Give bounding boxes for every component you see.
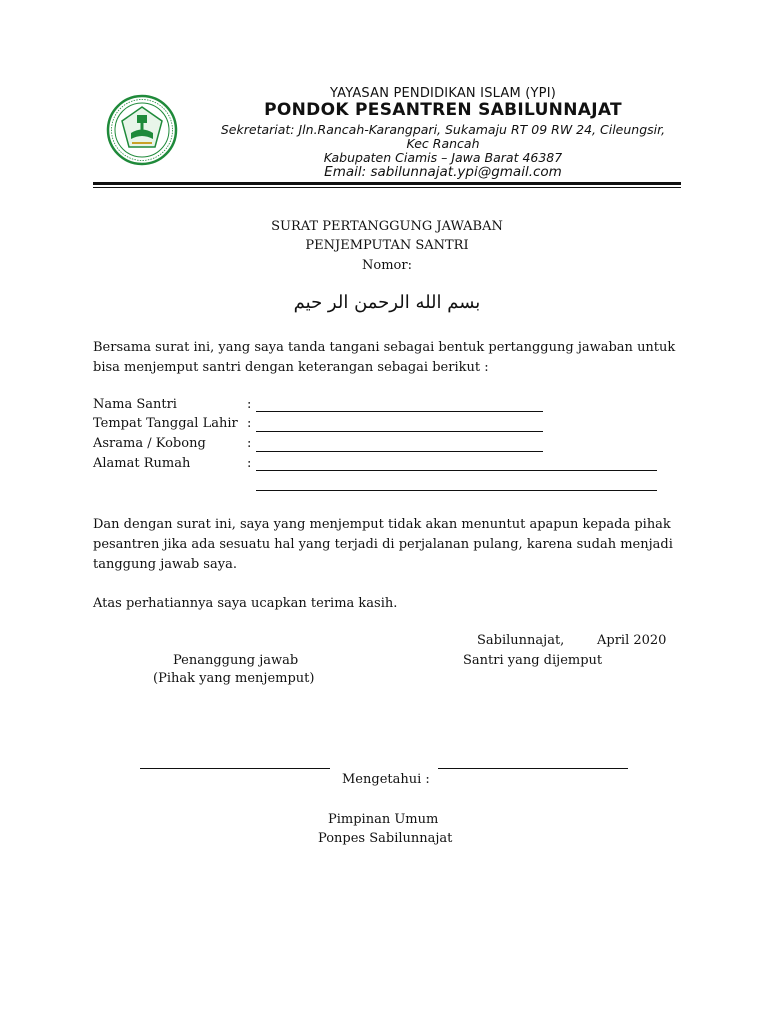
- field-colon: :: [247, 416, 252, 431]
- alamat-rumah-input-line-2[interactable]: [256, 490, 657, 491]
- basmalah: بسم الله الرحمن الر حيم: [293, 292, 481, 313]
- alamat-rumah-input-line[interactable]: [256, 470, 657, 471]
- nama-santri-input-line[interactable]: [256, 411, 543, 412]
- leader-title: Pimpinan Umum: [328, 812, 439, 827]
- signature-place: Sabilunnajat,: [477, 633, 565, 648]
- statement-line: Dan dengan surat ini, saya yang menjemput tidak akan menuntut apapun kepada pihak: [93, 517, 671, 532]
- school-logo-seal: [102, 93, 182, 167]
- right-signer-title: Santri yang dijemput: [463, 653, 603, 668]
- acknowledged-label: Mengetahui :: [342, 772, 430, 787]
- statement-paragraph: [93, 515, 683, 574]
- address-line-3: Kabupaten Ciamis – Jawa Barat 46387: [323, 150, 563, 165]
- field-label-nama-santri: Nama Santri: [93, 397, 177, 412]
- field-colon: :: [247, 456, 252, 471]
- intro-line: Bersama surat ini, yang saya tanda tangani sebagai bentuk pertanggung jawaban untuk: [93, 340, 676, 355]
- header-divider-thick: [93, 182, 681, 185]
- field-colon: :: [247, 397, 252, 412]
- signature-date: April 2020: [597, 633, 667, 648]
- intro-paragraph: [93, 338, 683, 378]
- left-signer-title: Penanggung jawab: [173, 653, 299, 668]
- left-signer-subtitle: (Pihak yang menjemput): [153, 671, 315, 686]
- closing-sentence: Atas perhatiannya saya ucapkan terima kasih.: [93, 596, 398, 611]
- document-title: SURAT PERTANGGUNG JAWABAN: [271, 219, 503, 234]
- leader-organization: Ponpes Sabilunnajat: [318, 831, 453, 846]
- foundation-name: YAYASAN PENDIDIKAN ISLAM (YPI): [329, 86, 557, 101]
- email-address: Email: sabilunnajat.ypi@gmail.com: [324, 164, 562, 180]
- statement-line: tanggung jawab saya.: [93, 556, 237, 572]
- field-label-tempat-tanggal-lahir: Tempat Tanggal Lahir: [93, 416, 238, 431]
- header-divider-thin: [93, 187, 681, 188]
- right-signature-line[interactable]: [438, 768, 628, 769]
- intro-line: bisa menjemput santri dengan keterangan sebagai berikut :: [93, 359, 489, 375]
- address-line-2: Kec Rancah: [406, 136, 480, 151]
- field-label-asrama-kobong: Asrama / Kobong: [93, 436, 206, 451]
- left-signature-line[interactable]: [140, 768, 330, 769]
- school-name: PONDOK PESANTREN SABILUNNAJAT: [264, 100, 622, 120]
- tempat-tanggal-lahir-input-line[interactable]: [256, 431, 543, 432]
- field-colon: :: [247, 436, 252, 451]
- field-label-alamat-rumah: Alamat Rumah: [93, 456, 191, 471]
- statement-line: pesantren jika ada sesuatu hal yang terjadi di perjalanan pulang, karena sudah menjadi: [93, 536, 673, 552]
- asrama-kobong-input-line[interactable]: [256, 451, 543, 452]
- address-line-1: Sekretariat: Jln.Rancah-Karangpari, Sukamaju RT 09 RW 24, Cileungsir,: [220, 122, 666, 137]
- document-number: Nomor:: [362, 258, 412, 273]
- document-subtitle: PENJEMPUTAN SANTRI: [305, 238, 469, 253]
